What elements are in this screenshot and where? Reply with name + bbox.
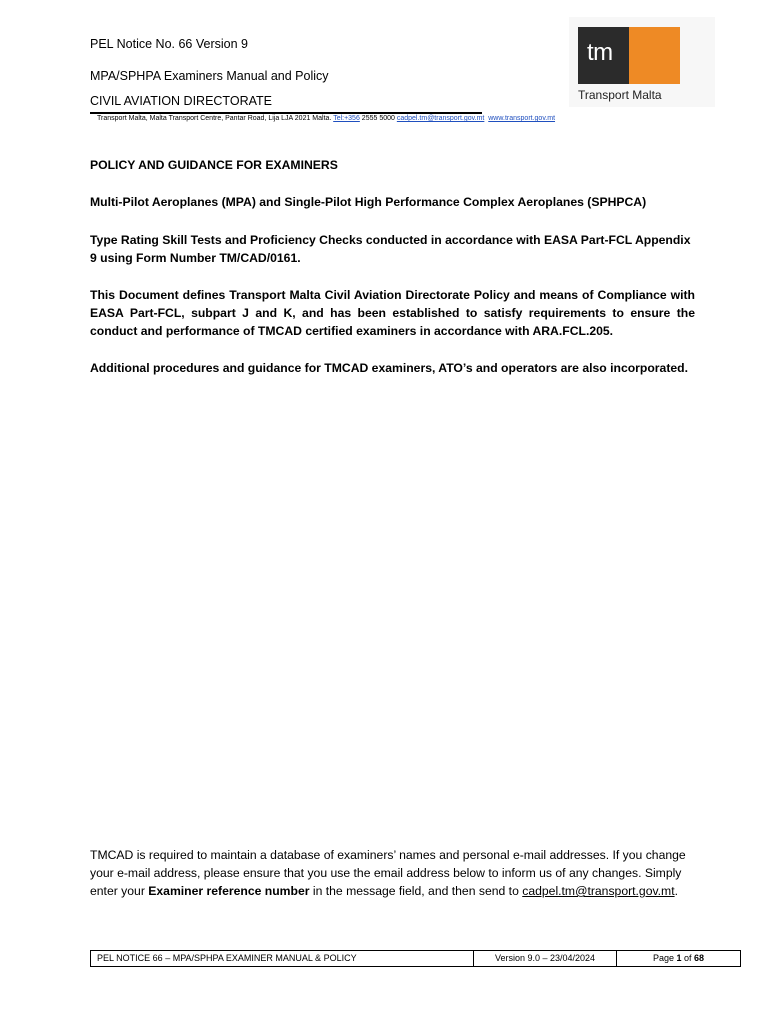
page-total: 68 [694,953,705,963]
manual-title: MPA/SPHPA Examiners Manual and Policy [90,69,329,83]
policy-definition-paragraph: This Document defines Transport Malta Civil Aviation Directorate Policy and means of Compliance with EASA Part-FCL, subpart J and K, and has been established to satisfy requirements to ensure the conduct and performance of TMCAD certified examiners in accordance with ARA.FCL.205. [90,288,695,338]
note-text-2: in the message field, and then send to [309,884,523,898]
address-text: Transport Malta, Malta Transport Centre, Pantar Road, Lija LJA 2021 Malta. [97,115,332,122]
note-bold-text: Examiner reference number [148,884,310,898]
footer-page-number [617,951,740,966]
logo-dark-block [578,27,629,84]
type-rating-paragraph: Type Rating Skill Tests and Proficiency Checks conducted in accordance with EASA Part-FCL Appendix 9 using Form Number TM/CAD/0161. [90,233,691,265]
directorate-title: CIVIL AVIATION DIRECTORATE [90,94,272,108]
additional-procedures-paragraph: Additional procedures and guidance for TMCAD examiners, ATO’s and operators are also incorporated. [90,361,688,375]
mpa-sphpca-line: Multi-Pilot Aeroplanes (MPA) and Single-Pilot High Performance Complex Aeroplanes (SPHPCA) [90,195,647,209]
footer-title: PEL NOTICE 66 – MPA/SPHPA EXAMINER MANUAL & POLICY [91,951,474,966]
contact-line [97,115,555,122]
header-divider [90,112,482,114]
tel-number: 2555 5000 [359,115,397,122]
note-end: . [674,884,678,898]
page-footer [90,950,741,967]
logo-orange-block [629,27,680,84]
note-email-link[interactable]: cadpel.tm@transport.gov.mt [522,884,675,898]
contact-email-link[interactable]: cadpel.tm@transport.gov.mt [396,115,485,122]
logo-mark [578,27,680,84]
email-update-note [90,846,695,900]
footer-version: Version 9.0 – 23/04/2024 [474,951,617,966]
logo-name: Transport Malta [578,88,662,102]
transport-malta-logo [569,17,715,107]
logo-tm-text: tm [587,39,613,66]
tel-link[interactable]: Tel:+356 [333,115,360,122]
website-link[interactable]: www.transport.gov.mt [488,115,556,122]
policy-heading: POLICY AND GUIDANCE FOR EXAMINERS [90,158,338,172]
note-text-1: TMCAD is required to maintain a database of examiners’ names and personal e-mail addresses. If you change your e-mail address, please ensure that you use the email address below to inform us of any changes. Simply enter your [90,848,686,898]
page-label: Page [652,953,677,963]
page-of: of [681,953,695,963]
page-current: 1 [676,953,682,963]
notice-title: PEL Notice No. 66 Version 9 [90,37,248,51]
